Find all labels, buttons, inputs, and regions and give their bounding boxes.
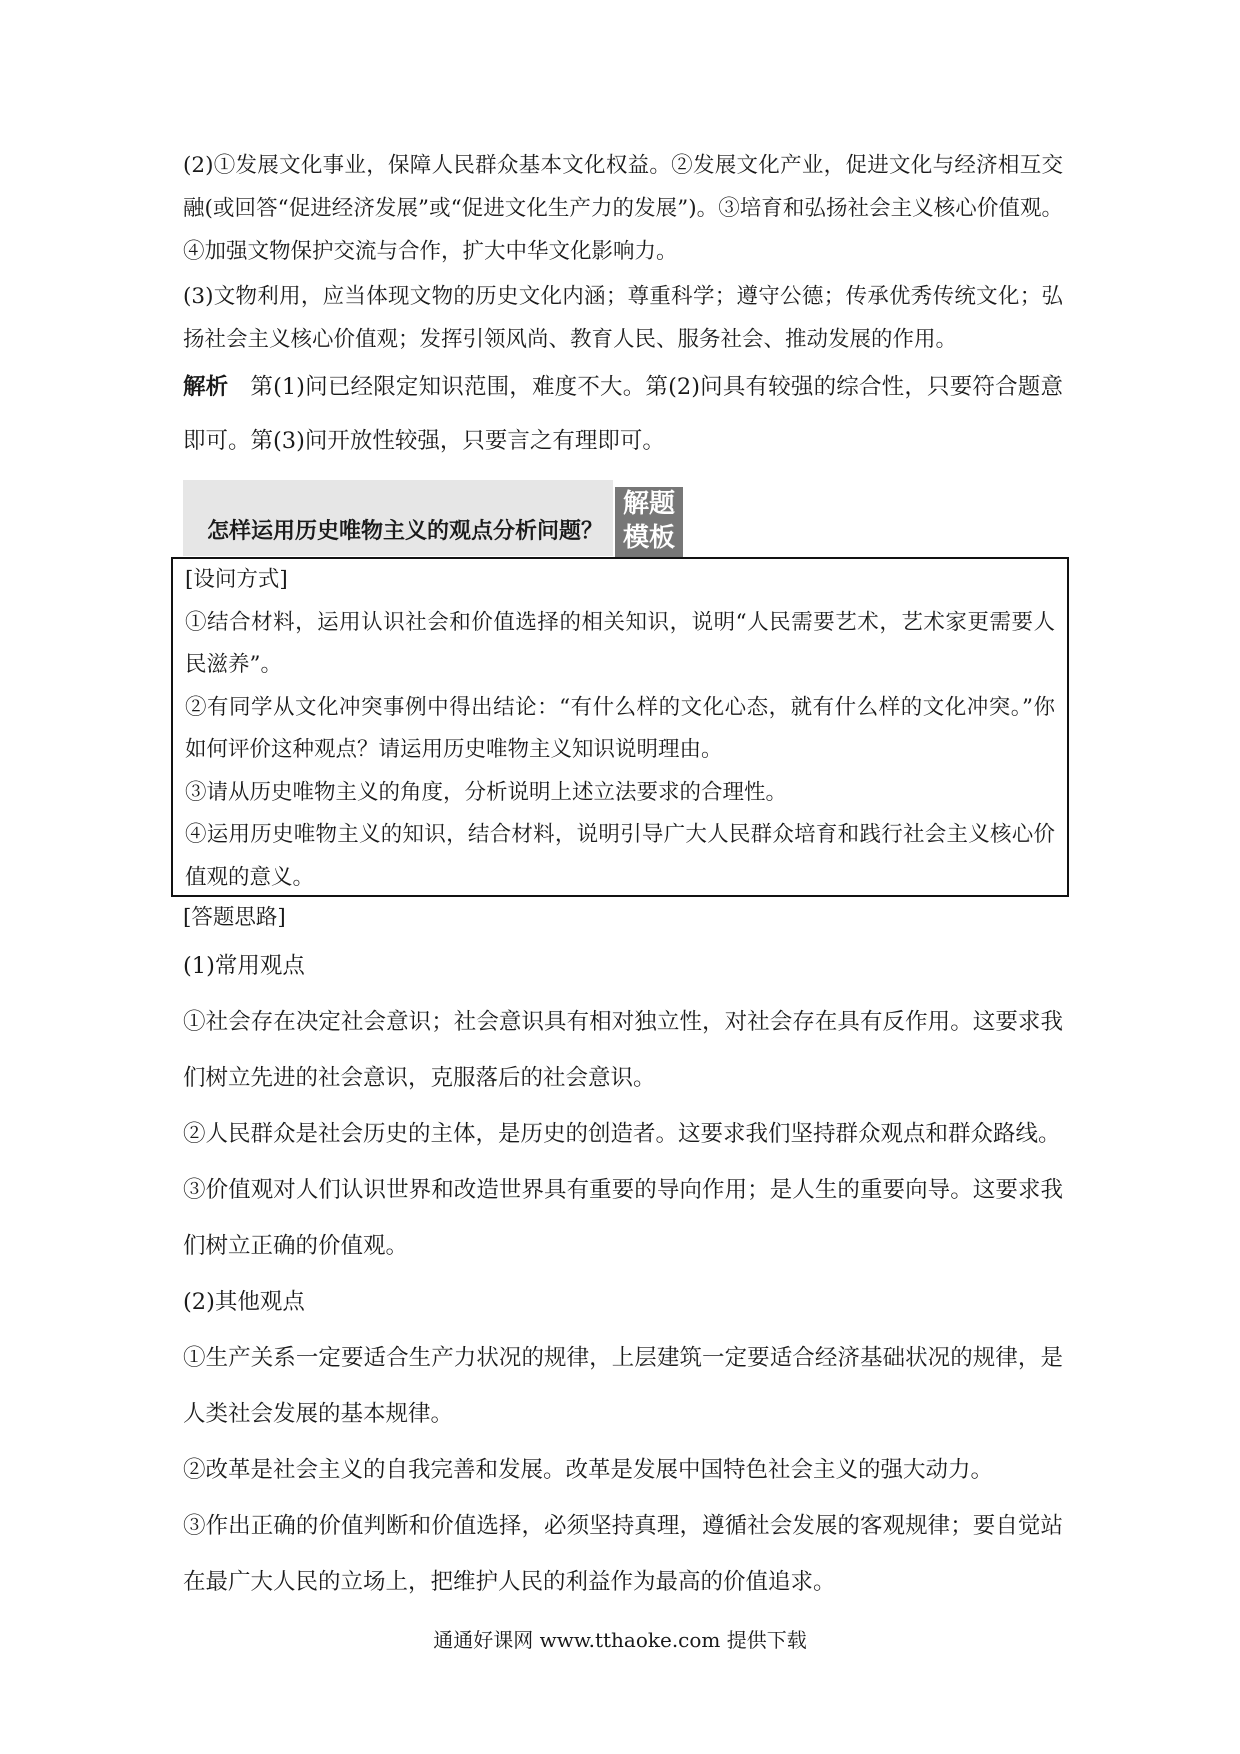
other-view-item: ①生产关系一定要适合生产力状况的规律，上层建筑一定要适合经济基础状况的规律，是人类社会发展的基本规律。 bbox=[183, 1345, 1063, 1427]
analysis-block bbox=[183, 360, 1063, 468]
other-view-item: ③作出正确的价值判断和价值选择，必须坚持真理，遵循社会发展的客观规律；要自觉站在最广大人民的立场上，把维护人民的利益作为最高的价值追求。 bbox=[183, 1513, 1063, 1595]
other-view-item: ②改革是社会主义的自我完善和发展。改革是发展中国特色社会主义的强大动力。 bbox=[183, 1457, 994, 1483]
tag-line-1: 解题 bbox=[622, 489, 675, 519]
question-item: ②有同学从文化冲突事例中得出结论：“有什么样的文化心态，就有什么样的文化冲突。”你如何评价这种观点？请运用历史唯物主义知识说明理由。 bbox=[185, 694, 1055, 762]
tag-line-2: 模板 bbox=[622, 523, 675, 553]
analysis-paragraph bbox=[183, 360, 1063, 468]
common-view-item: ③价值观对人们认识世界和改造世界具有重要的导向作用；是人生的重要向导。这要求我们树立正确的价值观。 bbox=[183, 1177, 1063, 1259]
question-style-box bbox=[171, 557, 1069, 897]
question-item: ③请从历史唯物主义的角度，分析说明上述立法要求的合理性。 bbox=[185, 779, 788, 805]
approach-block bbox=[183, 898, 1063, 1610]
other-views-title: (2)其他观点 bbox=[183, 1289, 305, 1315]
question-style-content bbox=[185, 559, 1055, 899]
common-view-item: ②人民群众是社会历史的主体，是历史的创造者。这要求我们坚持群众观点和群众路线。 bbox=[183, 1121, 1061, 1147]
approach-heading: [答题思路] bbox=[183, 905, 286, 930]
answer-paragraph-3: (3)文物利用，应当体现文物的历史文化内涵；尊重科学；遵守公德；传承优秀传统文化；弘扬社会主义核心价值观；发挥引领风尚、教育人民、服务社会、推动发展的作用。 bbox=[183, 284, 1063, 352]
section-heading-band bbox=[183, 480, 613, 556]
analysis-text: 第(1)问已经限定知识范围，难度不大。第(2)问具有较强的综合性，只要符合题意即可。第(3)问开放性较强，只要言之有理即可。 bbox=[183, 374, 1063, 454]
answer-block bbox=[183, 144, 1063, 361]
common-view-item: ①社会存在决定社会意识；社会意识具有相对独立性，对社会存在具有反作用。这要求我们树立先进的社会意识，克服落后的社会意识。 bbox=[183, 1009, 1063, 1091]
analysis-label: 解析 bbox=[183, 374, 229, 400]
question-item: ①结合材料，运用认识社会和价值选择的相关知识，说明“人民需要艺术，艺术家更需要人民滋养”。 bbox=[185, 609, 1055, 677]
common-views-title: (1)常用观点 bbox=[183, 953, 305, 979]
solution-template-tag bbox=[615, 487, 683, 557]
question-item: ④运用历史唯物主义的知识，结合材料，说明引导广大人民群众培育和践行社会主义核心价值观的意义。 bbox=[185, 822, 1055, 890]
answer-paragraph-2: (2)①发展文化事业，保障人民群众基本文化权益。②发展文化产业，促进文化与经济相互交融(或回答“促进经济发展”或“促进文化生产力的发展”)。③培育和弘扬社会主义核心价值观。④加强文物保护交流与合作，扩大中华文化影响力。 bbox=[183, 153, 1063, 264]
page-footer: 通通好课网 www.tthaoke.com 提供下载 bbox=[433, 1628, 807, 1652]
section-title: 怎样运用历史唯物主义的观点分析问题？ bbox=[207, 519, 604, 544]
question-style-heading: [设问方式] bbox=[185, 567, 288, 592]
